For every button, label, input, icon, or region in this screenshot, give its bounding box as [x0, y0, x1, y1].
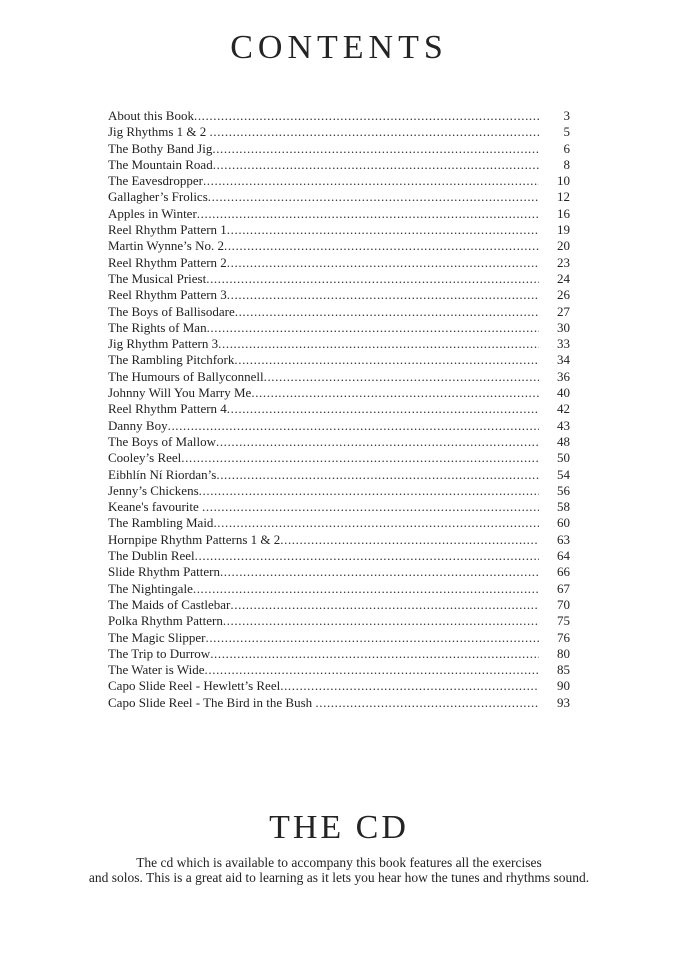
toc-entry-page: 6 [563, 140, 570, 156]
table-of-contents [108, 108, 570, 711]
toc-entry [108, 238, 570, 254]
toc-entry-page: 80 [557, 645, 570, 661]
toc-entry-page: 60 [557, 515, 570, 531]
toc-entry [108, 418, 570, 434]
dot-leader [218, 336, 539, 352]
cd-description-line-1: The cd which is available to accompany this book features all the exercises [136, 854, 542, 870]
dot-leader [212, 141, 539, 157]
toc-entry [108, 124, 570, 140]
dot-leader [280, 678, 539, 694]
toc-entry-title: Johnny Will You Marry Me [108, 385, 252, 401]
toc-entry-page: 26 [557, 287, 570, 303]
toc-entry-title: Slide Rhythm Pattern [108, 564, 220, 580]
toc-entry-page: 67 [557, 580, 570, 596]
toc-entry-title: Jenny’s Chickens [108, 482, 199, 498]
dot-leader [264, 369, 539, 385]
toc-entry-page: 33 [557, 336, 570, 352]
toc-entry-page: 54 [557, 466, 570, 482]
toc-entry-title: Keane's favourite [108, 499, 203, 515]
toc-entry-page: 30 [557, 319, 570, 335]
dot-leader [227, 222, 539, 238]
dot-leader [210, 646, 539, 662]
toc-entry [108, 157, 570, 173]
dot-leader [168, 418, 539, 434]
dot-leader [234, 352, 539, 368]
toc-entry-title: Capo Slide Reel - Hewlett’s Reel [108, 678, 281, 694]
toc-entry-page: 16 [557, 205, 570, 221]
dot-leader [205, 662, 539, 678]
toc-entry-page: 90 [557, 678, 570, 694]
toc-entry [108, 548, 570, 564]
toc-entry-page: 70 [557, 596, 570, 612]
toc-entry-page: 12 [557, 189, 570, 205]
toc-entry-title: Capo Slide Reel - The Bird in the Bush [108, 694, 316, 710]
dot-leader [230, 597, 539, 613]
toc-entry-page: 27 [557, 303, 570, 319]
toc-entry-title: Reel Rhythm Pattern 1 [108, 222, 227, 238]
toc-entry [108, 630, 570, 646]
toc-entry-title: The Boys of Mallow [108, 433, 216, 449]
dot-leader [216, 434, 539, 450]
toc-entry-title: Polka Rhythm Pattern [108, 613, 223, 629]
toc-entry-page: 40 [557, 385, 570, 401]
page-title: CONTENTS [230, 29, 448, 66]
dot-leader [199, 483, 539, 499]
toc-entry-title: The Maids of Castlebar [108, 596, 231, 612]
dot-leader [213, 515, 539, 531]
toc-entry-page: 10 [557, 173, 570, 189]
toc-entry-title: The Humours of Ballyconnell [108, 368, 264, 384]
toc-entry-page: 48 [557, 433, 570, 449]
toc-entry-title: Eibhlín Ní Riordan’s [108, 466, 217, 482]
toc-entry-page: 63 [557, 531, 570, 547]
dot-leader [227, 287, 539, 303]
dot-leader [235, 304, 539, 320]
toc-entry-page: 24 [557, 270, 570, 286]
toc-entry-page: 8 [563, 156, 570, 172]
toc-entry-page: 93 [557, 694, 570, 710]
toc-entry [108, 255, 570, 271]
toc-entry-title: Apples in Winter [108, 205, 197, 221]
dot-leader [195, 548, 539, 564]
dot-leader [181, 450, 539, 466]
dot-leader [197, 206, 539, 222]
dot-leader [202, 499, 539, 515]
toc-entry-title: The Magic Slipper [108, 629, 206, 645]
toc-entry-title: The Trip to Durrow [108, 645, 211, 661]
toc-entry [108, 581, 570, 597]
dot-leader [208, 189, 539, 205]
toc-entry-title: Jig Rhythm Pattern 3 [108, 336, 219, 352]
toc-entry-page: 42 [557, 401, 570, 417]
toc-entry [108, 206, 570, 222]
dot-leader [205, 630, 539, 646]
toc-entry-page: 76 [557, 629, 570, 645]
toc-entry-title: The Rights of Man [108, 319, 207, 335]
toc-entry-page: 64 [557, 548, 570, 564]
toc-entry [108, 352, 570, 368]
toc-entry-title: Martin Wynne’s No. 2 [108, 238, 224, 254]
toc-entry [108, 173, 570, 189]
toc-entry-title: The Water is Wide [108, 662, 205, 678]
toc-entry [108, 141, 570, 157]
toc-entry-page: 3 [563, 108, 570, 123]
toc-entry [108, 271, 570, 287]
toc-entry-title: The Bothy Band Jig [108, 140, 213, 156]
toc-entry [108, 613, 570, 629]
dot-leader [213, 157, 539, 173]
dot-leader [194, 108, 539, 124]
toc-entry-title: Reel Rhythm Pattern 3 [108, 287, 227, 303]
dot-leader [227, 255, 539, 271]
toc-entry-page: 36 [557, 368, 570, 384]
toc-entry-title: Hornpipe Rhythm Patterns 1 & 2 [108, 531, 281, 547]
toc-entry-title: Gallagher’s Frolics [108, 189, 208, 205]
cd-description-line-2: and solos. This is a great aid to learning as it lets you hear how the tunes and rhythms sound. [88, 870, 590, 886]
dot-leader [315, 695, 539, 711]
cd-section-title: THE CD [269, 808, 409, 846]
toc-entry-page: 58 [557, 499, 570, 515]
toc-entry-page: 20 [557, 238, 570, 254]
toc-entry [108, 369, 570, 385]
dot-leader [223, 613, 539, 629]
dot-leader [227, 401, 539, 417]
toc-entry [108, 222, 570, 238]
dot-leader [203, 173, 539, 189]
toc-entry-page: 85 [557, 662, 570, 678]
toc-entry [108, 401, 570, 417]
toc-entry [108, 662, 570, 678]
toc-entry [108, 434, 570, 450]
toc-entry-title: Jig Rhythms 1 & 2 [108, 124, 210, 140]
toc-entry [108, 483, 570, 499]
toc-entry-page: 50 [557, 450, 570, 466]
toc-entry-page: 75 [557, 613, 570, 629]
toc-entry [108, 304, 570, 320]
toc-entry [108, 336, 570, 352]
toc-entry-title: Reel Rhythm Pattern 2 [108, 254, 227, 270]
cd-section [0, 711, 678, 886]
dot-leader [220, 564, 539, 580]
dot-leader [207, 320, 539, 336]
toc-entry-page: 23 [557, 254, 570, 270]
dot-leader [193, 581, 539, 597]
toc-entry-title: The Boys of Ballisodare [108, 303, 235, 319]
toc-entry-title: Cooley’s Reel [108, 450, 182, 466]
toc-entry-page: 34 [557, 352, 570, 368]
toc-entry-title: The Eavesdropper [108, 173, 203, 189]
dot-leader [210, 124, 540, 140]
dot-leader [216, 467, 539, 483]
toc-entry [108, 385, 570, 401]
toc-entry [108, 646, 570, 662]
toc-entry-page: 19 [557, 222, 570, 238]
toc-entry-page: 66 [557, 564, 570, 580]
toc-entry-title: The Dublin Reel [108, 548, 195, 564]
toc-entry [108, 695, 570, 711]
toc-entry-title: The Musical Priest [108, 270, 207, 286]
toc-entry [108, 189, 570, 205]
toc-entry [108, 320, 570, 336]
dot-leader [251, 385, 539, 401]
toc-entry [108, 564, 570, 580]
toc-entry [108, 678, 570, 694]
toc-entry [108, 450, 570, 466]
toc-entry-page: 56 [557, 482, 570, 498]
toc-entry-page: 5 [563, 124, 570, 140]
dot-leader [224, 238, 539, 254]
dot-leader [206, 271, 539, 287]
toc-entry-page: 43 [557, 417, 570, 433]
toc-entry-title: The Rambling Pitchfork [108, 352, 235, 368]
toc-entry-title: The Mountain Road [108, 156, 213, 172]
toc-entry [108, 467, 570, 483]
toc-entry-title: The Nightingale [108, 580, 193, 596]
dot-leader [280, 532, 539, 548]
toc-entry-title: Danny Boy [108, 417, 168, 433]
toc-entry-title: Reel Rhythm Pattern 4 [108, 401, 227, 417]
toc-entry [108, 532, 570, 548]
toc-entry [108, 597, 570, 613]
toc-entry [108, 287, 570, 303]
toc-entry [108, 499, 570, 515]
toc-entry-title: The Rambling Maid [108, 515, 214, 531]
toc-entry [108, 515, 570, 531]
toc-entry-title: About this Book [108, 108, 194, 123]
toc-entry [108, 108, 570, 124]
